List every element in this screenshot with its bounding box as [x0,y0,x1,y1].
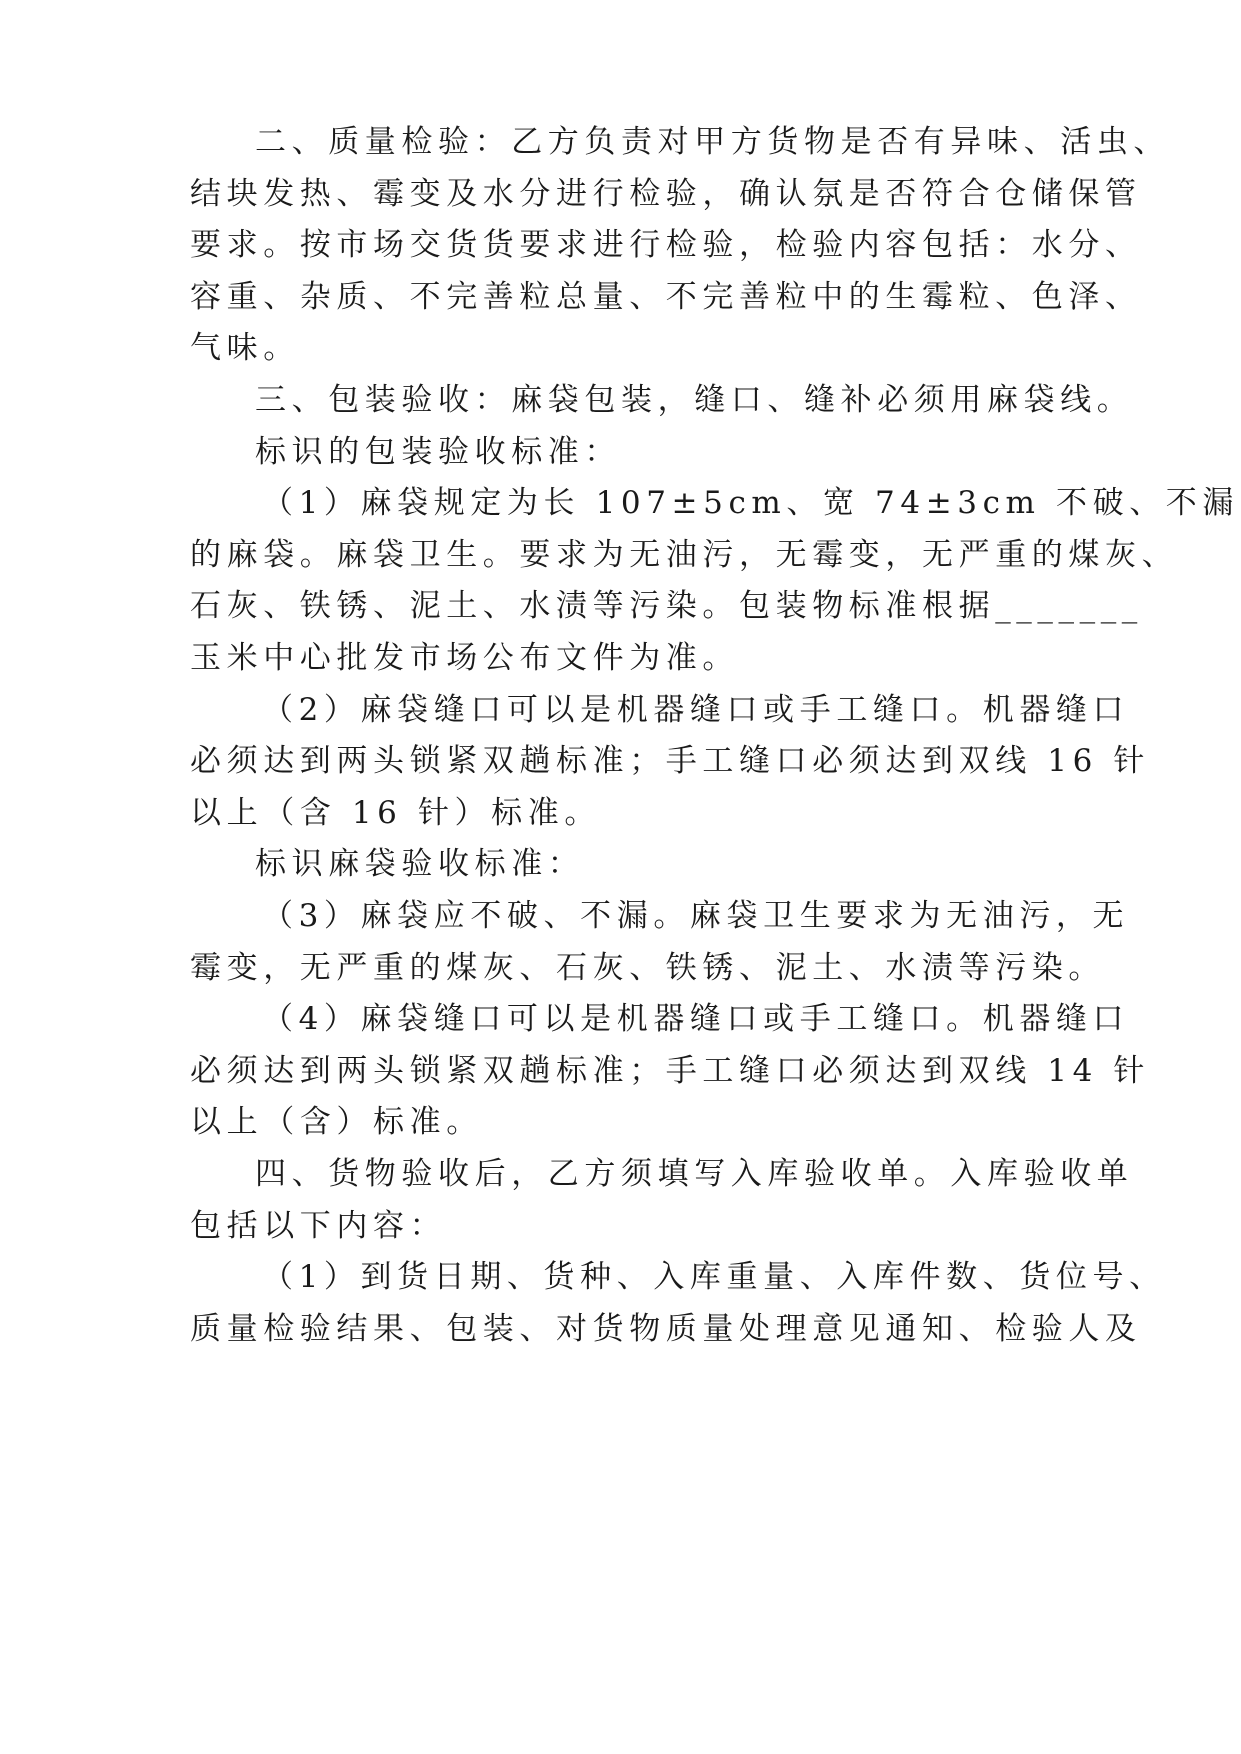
paragraph-line: （1）到货日期、货种、入库重量、入库件数、货位号、 [262,1259,1166,1295]
paragraph-line: 以上（含）标准。 [190,1104,483,1140]
paragraph-line: 要求。按市场交货货要求进行检验，检验内容包括：水分、 [190,227,1142,263]
paragraph-line: 必须达到两头锁紧双趟标准；手工缝口必须达到双线 14 针 [190,1053,1150,1089]
paragraph-line: 的麻袋。麻袋卫生。要求为无油污，无霉变，无严重的煤灰、 [190,537,1179,573]
paragraph-line: 容重、杂质、不完善粒总量、不完善粒中的生霉粒、色泽、 [190,279,1142,315]
paragraph-line: 以上（含 16 针）标准。 [190,795,601,831]
paragraph-line: 结块发热、霉变及水分进行检验，确认氛是否符合仓储保管 [190,176,1142,212]
paragraph-line: 质量检验结果、包装、对货物质量处理意见通知、检验人及 [190,1311,1142,1347]
paragraph-line: 气味。 [190,330,300,366]
paragraph-line: 标识麻袋验收标准： [255,846,585,882]
paragraph-line: （3）麻袋应不破、不漏。麻袋卫生要求为无油污，无 [262,898,1130,934]
paragraph-line: （1）麻袋规定为长 107±5cm、宽 74±3cm 不破、不漏 [262,485,1240,521]
paragraph-line: 必须达到两头锁紧双趟标准；手工缝口必须达到双线 16 针 [190,743,1150,779]
paragraph-line: 霉变，无严重的煤灰、石灰、铁锈、泥土、水渍等污染。 [190,950,1105,986]
paragraph-line: 石灰、铁锈、泥土、水渍等污染。包装物标准根据_______ [190,588,1143,624]
paragraph-line: （2）麻袋缝口可以是机器缝口或手工缝口。机器缝口 [262,692,1130,728]
paragraph-line: 四、货物验收后，乙方须填写入库验收单。入库验收单 [255,1156,1134,1192]
paragraph-line: （4）麻袋缝口可以是机器缝口或手工缝口。机器缝口 [262,1001,1130,1037]
paragraph-line: 二、质量检验：乙方负责对甲方货物是否有异味、活虫、 [255,124,1170,160]
paragraph-line: 三、包装验收：麻袋包装，缝口、缝补必须用麻袋线。 [255,382,1134,418]
paragraph-line: 标识的包装验收标准： [255,434,621,470]
paragraph-line: 玉米中心批发市场公布文件为准。 [190,640,739,676]
paragraph-line: 包括以下内容： [190,1208,447,1244]
